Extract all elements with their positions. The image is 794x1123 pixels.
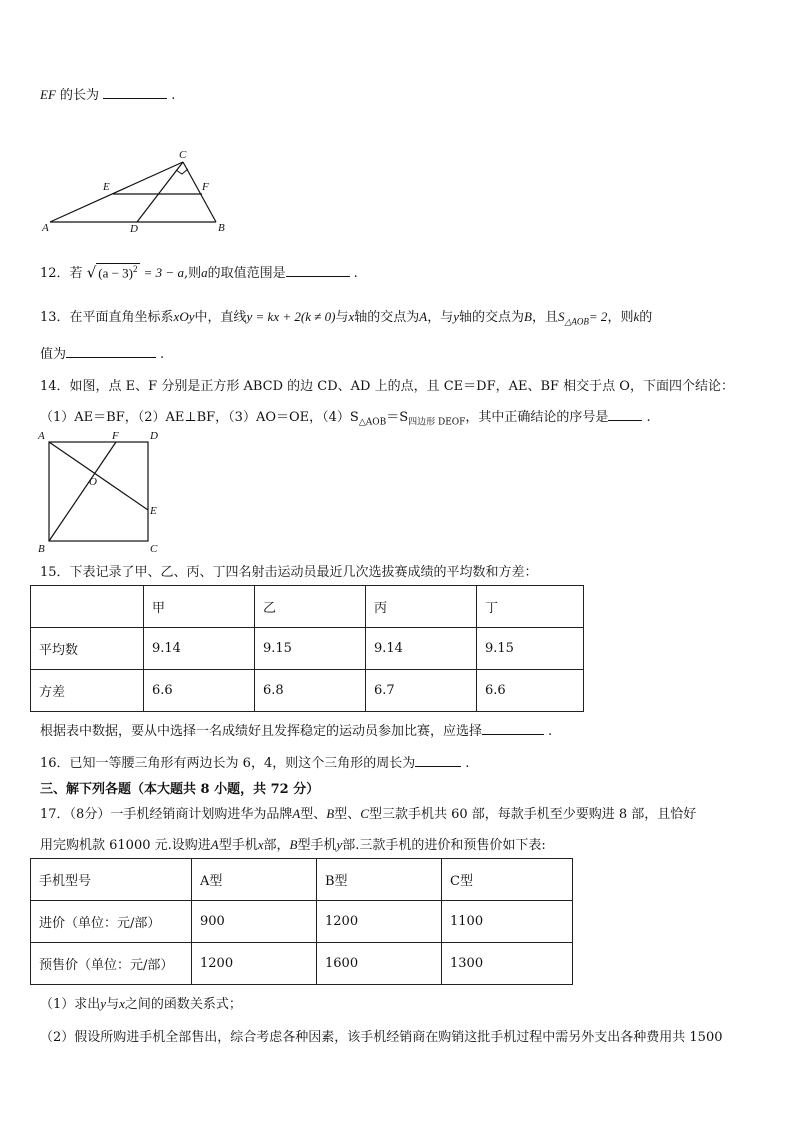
q15-table xyxy=(30,585,584,712)
table-cell: 甲 xyxy=(144,586,255,628)
label-b: B xyxy=(38,543,45,555)
label-d: D xyxy=(150,430,158,442)
table-cell: 9.14 xyxy=(366,628,477,670)
table-row xyxy=(31,943,573,985)
q17-sub2: （2）假设所购进手机全部售出，综合考虑各种因素，该手机经销商在购销这批手机过程中需另外支出各种费用共 1500 xyxy=(40,1030,723,1045)
answer-blank xyxy=(66,345,156,358)
question-12 xyxy=(40,262,358,281)
table-row xyxy=(31,670,584,712)
table-cell xyxy=(31,586,144,628)
table-cell: 乙 xyxy=(255,586,366,628)
table-cell: 9.15 xyxy=(477,628,584,670)
question-17-line1: 17．（8分）一手机经销商计划购进华为品牌A型、B型、C型三款手机共 60 部，每款手机至少要购进 8 部，且恰好 xyxy=(40,806,697,822)
period: . xyxy=(171,88,176,103)
question-14-line2: （1）AE＝BF，（2）AE⊥BF，（3）AO＝OE，$(4)S_{\triangle AOB}=S_{四边形 DEOF}$，其中正确结论的序号是 . xyxy=(40,410,651,428)
table-cell: 手机型号 xyxy=(31,859,192,901)
triangle-figure xyxy=(40,145,230,235)
ef-var: EF xyxy=(40,87,56,102)
table-cell: 方差 xyxy=(31,670,144,712)
label-f: F xyxy=(112,430,119,442)
section-3-heading: 三、解下列各题（本大题共 8 小题，共 72 分） xyxy=(40,782,320,797)
q12-mid: ,则 xyxy=(183,266,202,281)
table-cell: B型 xyxy=(317,859,442,901)
q17-sub1: （1）求出y与x之间的函数关系式； xyxy=(40,996,242,1012)
table-cell: 1300 xyxy=(442,943,573,985)
table-cell: 1200 xyxy=(317,901,442,943)
segment-ac xyxy=(50,162,183,222)
question-15: 15．下表记录了甲、乙、丙、丁四名射击运动员最近几次选拔赛成绩的平均数和方差： xyxy=(40,565,538,580)
table-cell: 6.6 xyxy=(144,670,255,712)
answer-blank xyxy=(482,722,544,735)
table-cell: 6.8 xyxy=(255,670,366,712)
label-d: D xyxy=(130,223,138,235)
label-f: F xyxy=(202,181,209,193)
condition: (k ≠ 0) xyxy=(300,309,336,324)
answer-blank xyxy=(103,86,167,99)
label-c: C xyxy=(179,149,187,161)
table-cell: 9.14 xyxy=(144,628,255,670)
line-equation: y = kx + 2 xyxy=(246,309,301,324)
period: . xyxy=(353,266,358,281)
q11-text: 的长为 xyxy=(60,88,100,103)
rhs: = 3 − a xyxy=(143,265,184,280)
radicand: (a − 3) xyxy=(98,265,134,280)
table-cell: 平均数 xyxy=(31,628,144,670)
table-cell: 预售价（单位：元/部） xyxy=(31,943,192,985)
table-cell: A型 xyxy=(192,859,317,901)
question-17-line2: 用完购机款 61000 元.设购进A型手机x部，B型手机y部.三款手机的进价和预售价如下表: xyxy=(40,837,546,853)
var-a: a xyxy=(201,265,208,280)
xoy: xOy xyxy=(173,309,195,324)
segment-ae xyxy=(49,442,148,510)
square-figure xyxy=(36,428,166,556)
table-row xyxy=(31,586,584,628)
table-cell: 9.15 xyxy=(255,628,366,670)
sqrt-expression: √ $(a - 3)^2$ xyxy=(86,263,138,281)
answer-blank xyxy=(286,264,350,277)
label-e: E xyxy=(150,505,157,517)
table-cell: 1100 xyxy=(442,901,573,943)
question-16: 16．已知一等腰三角形有两边长为 6，4，则这个三角形的周长为 . xyxy=(40,756,470,771)
answer-blank xyxy=(608,408,642,421)
q17-table xyxy=(30,858,573,985)
question-13-line1: 13．在平面直角坐标系xOy中，直线y = kx + 2(k ≠ 0)与x轴的交点为A，与y轴的交点为B，且$S_{\triangle AOB}= 2$，则k的 xyxy=(40,309,653,327)
table-cell: 900 xyxy=(192,901,317,943)
label-b: B xyxy=(218,222,225,234)
q12-number: 12．若 xyxy=(40,266,83,281)
exponent: 2 xyxy=(133,263,138,274)
label-a: A xyxy=(42,222,49,234)
question-13-line2: 值为 . xyxy=(40,347,165,362)
table-cell: 丁 xyxy=(477,586,584,628)
table-cell: 1200 xyxy=(192,943,317,985)
q12-text: 的取值范围是 xyxy=(207,266,286,281)
table-cell: 6.6 xyxy=(477,670,584,712)
table-row xyxy=(31,628,584,670)
label-c: C xyxy=(150,543,158,555)
segment-bf xyxy=(49,442,116,541)
segment-dc xyxy=(137,162,183,222)
table-cell: 丙 xyxy=(366,586,477,628)
label-a: A xyxy=(38,430,45,442)
label-o: O xyxy=(89,476,97,488)
answer-blank xyxy=(415,754,461,767)
square-abcd xyxy=(49,442,148,541)
table-cell: 1600 xyxy=(317,943,442,985)
table-cell: 进价（单位：元/部） xyxy=(31,901,192,943)
question-14-line1: 14．如图，点 E、F 分别是正方形 ABCD 的边 CD、AD 上的点，且 CE＝DF，AE、BF 相交于点 O，下面四个结论： xyxy=(40,379,734,394)
table-cell: 6.7 xyxy=(366,670,477,712)
table-row xyxy=(31,901,573,943)
q11-tail xyxy=(40,84,175,103)
table-cell: C型 xyxy=(442,859,573,901)
table-row xyxy=(31,859,573,901)
label-e: E xyxy=(103,181,110,193)
q15-after: 根据表中数据，要从中选择一名成绩好且发挥稳定的运动员参加比赛，应选择 . xyxy=(40,724,553,739)
segment-cb xyxy=(183,162,216,222)
